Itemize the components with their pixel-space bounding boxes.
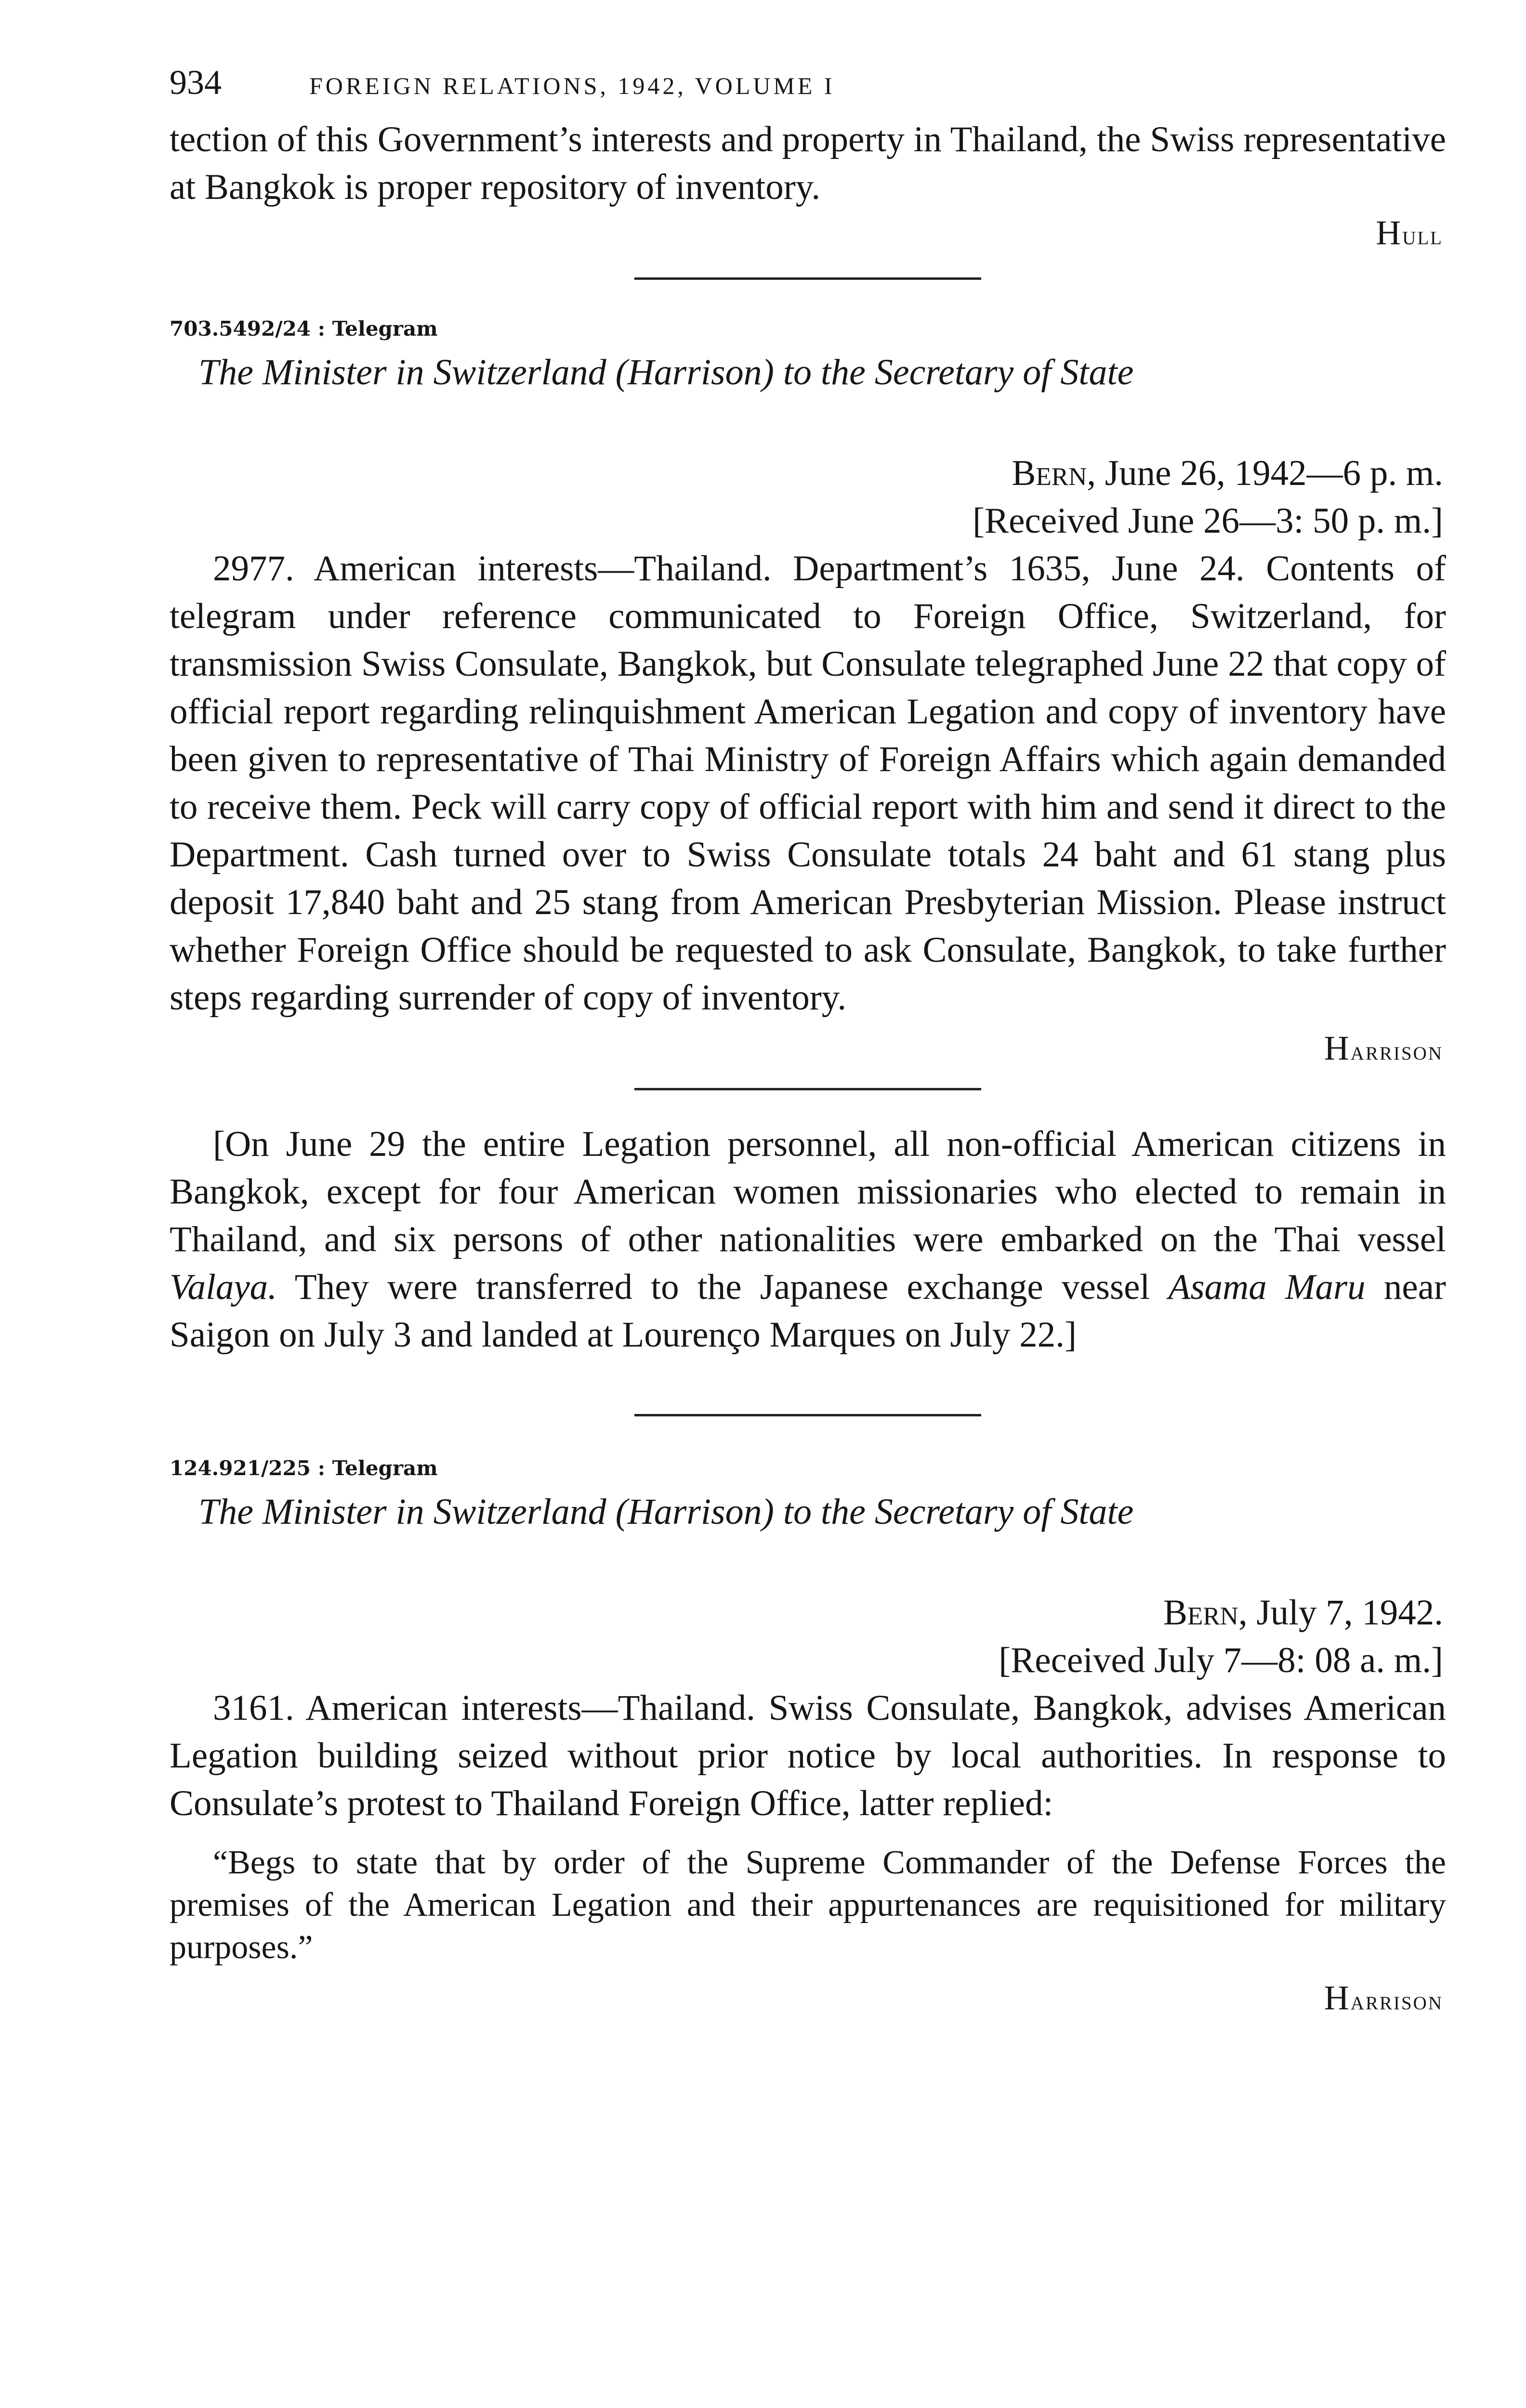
- telegram-body: 2977. American interests—Thailand. Department’s 1635, June 24. Contents of telegram under reference communicated to Foreign Office, Switzerland, for transmission Swiss Consulate, Bangkok, but Consulate telegraphed June 22 that copy of official report regarding relinquishment American Legation and copy of inventory have been given to representative of Thai Ministry of Foreign Affairs which again demanded to receive them. Peck will carry copy of official report with him and send it direct to the Department. Cash turned over to Swiss Consulate totals 24 baht and 61 stang plus deposit 17,840 baht and 25 stang from American Presbyterian Mission. Please instruct whether Foreign Office should be requested to ask Consulate, Bangkok, to take further steps regarding surrender of copy of inventory.: [170, 549, 1446, 1018]
- editorial-note-text: They were transferred to the Japanese exchange vessel: [276, 1267, 1169, 1307]
- quoted-reply: “Begs to state that by order of the Supreme Commander of the Defense Forces the premises of the American Legation and their appurtenances are requisitioned for military purposes.”: [170, 1844, 1446, 1966]
- telegram-body: 3161. American interests—Thailand. Swiss Consulate, Bangkok, advises American Legation building seized without prior notice by local authorities. In response to Consulate’s protest to Thailand Foreign Office, latter replied:: [170, 1688, 1446, 1823]
- dateline-place: Bern: [1012, 453, 1087, 493]
- received-line: [Received July 7—8: 08 a. m.]: [999, 1640, 1443, 1680]
- received-line: [Received June 26—3: 50 p. m.]: [973, 501, 1443, 541]
- page-number: 934: [170, 63, 222, 102]
- signature-rest: arrison: [1350, 1036, 1443, 1066]
- ship-name-asama-maru: Asama Maru: [1168, 1267, 1366, 1307]
- signature-hull: [170, 211, 1443, 257]
- signature-rest: ull: [1402, 221, 1443, 250]
- dateline-place: Bern: [1163, 1593, 1238, 1633]
- file-reference: 703.5492/24 : Telegram: [170, 317, 438, 340]
- continuation-paragraph: tection of this Government’s interests and property in Thailand, the Swiss representative at Bangkok is proper repository of inventory.: [170, 119, 1446, 207]
- signature-initial: H: [1324, 1978, 1351, 2017]
- dateline-date: , June 26, 1942—6 p. m.: [1087, 453, 1443, 493]
- ship-name-valaya: Valaya.: [170, 1267, 277, 1307]
- editorial-note: [170, 1120, 1446, 1359]
- editorial-note-text: [On June 29 the entire Legation personnel, all non-official American citizens in Bangkok, except for four American women missionaries who elected to remain in Thailand, and six persons of other nationalities were embarked on the Thai vessel: [170, 1124, 1446, 1259]
- dateline: [170, 449, 1443, 497]
- document-heading: The Minister in Switzerland (Harrison) to the Secretary of State: [198, 1492, 1134, 1532]
- running-title: FOREIGN RELATIONS, 1942, VOLUME I: [309, 72, 835, 99]
- document-page: [170, 63, 1446, 2022]
- signature-initial: H: [1376, 213, 1403, 252]
- document-heading: The Minister in Switzerland (Harrison) to the Secretary of State: [198, 352, 1134, 393]
- running-header: [170, 63, 1446, 116]
- dateline: [170, 1589, 1443, 1636]
- signature-harrison: [170, 1976, 1443, 2022]
- dateline-date: , July 7, 1942.: [1238, 1593, 1443, 1633]
- signature-initial: H: [1324, 1029, 1351, 1067]
- signature-harrison: [170, 1026, 1443, 1073]
- editorial-note-text: near Saigon on July 3 and landed at Lourenço Marques on July 22.]: [170, 1267, 1446, 1355]
- signature-rest: arrison: [1350, 1986, 1443, 2015]
- file-reference: 124.921/225 : Telegram: [170, 1456, 438, 1480]
